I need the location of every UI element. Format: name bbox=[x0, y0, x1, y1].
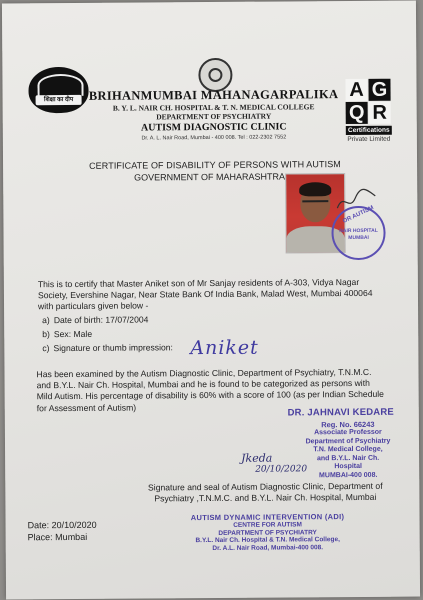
certificate-title: CERTIFICATE OF DISABILITY OF PERSONS WITH AUTISM bbox=[89, 159, 341, 171]
item-text: Date of birth: 17/07/2004 bbox=[53, 314, 149, 326]
round-stamp-line: NAIR HOSPITAL bbox=[339, 227, 378, 235]
item-text: Signature or thumb impression: bbox=[53, 342, 173, 354]
doctor-line: Associate Professor bbox=[314, 428, 382, 437]
round-stamp bbox=[331, 206, 385, 260]
government-title: GOVERNMENT OF MAHARASHTRA bbox=[134, 171, 286, 183]
logo-subcaption: Private Limited bbox=[347, 135, 391, 144]
list-item bbox=[42, 326, 173, 341]
round-stamp-line: MUMBAI bbox=[348, 234, 369, 242]
date-place bbox=[28, 519, 97, 543]
logo-letter: A bbox=[345, 79, 367, 101]
signature-scrawl: Jkeda bbox=[241, 451, 273, 465]
doctor-signature bbox=[241, 451, 307, 474]
list-item bbox=[42, 312, 173, 327]
examination-statement: Has been examined by the Autism Diagnostic Clinic, Department of Psychiatry, T.N.M.C. and B.Y.L. Nair Ch. Hospital, Mumbai and he is found to be categorized as persons with Mild Autism. His percentage of disability is 60% with a score of 100 (as per Indian Schedule for Assessment of Autism) bbox=[36, 366, 384, 413]
corporation-logo bbox=[28, 67, 88, 113]
hospital-name: B. Y. L. NAIR CH. HOSPITAL & T. N. MEDICAL COLLEGE bbox=[112, 102, 315, 113]
doctor-line: Department of Psychiatry bbox=[305, 437, 391, 445]
item-marker: a) bbox=[42, 315, 50, 326]
stamp-line: DEPARTMENT OF PSYCHIATRY bbox=[218, 528, 317, 537]
doctor-line: T.N. Medical College, bbox=[313, 445, 383, 454]
logo-letter: R bbox=[369, 102, 391, 124]
item-text: Sex: Male bbox=[53, 328, 93, 340]
issue-place: Place: Mumbai bbox=[27, 531, 88, 543]
certification-logo bbox=[345, 79, 391, 143]
round-stamp-top: OR AUTISM bbox=[342, 205, 375, 225]
logo-letter: G bbox=[368, 79, 390, 101]
corporation-name: BRIHANMUMBAI MAHANAGARPALIKA bbox=[88, 87, 339, 103]
stamp-line: Dr. A.L. Nair Road, Mumbai-400 008. bbox=[212, 543, 324, 552]
issue-date: Date: 20/10/2020 bbox=[27, 519, 97, 531]
applicant-signature: Aniket bbox=[190, 336, 259, 360]
item-marker: c) bbox=[42, 343, 50, 354]
stamp-line: AUTISM DYNAMIC INTERVENTION (ADI) bbox=[190, 512, 345, 523]
clinic-name: AUTISM DIAGNOSTIC CLINIC bbox=[140, 121, 287, 134]
doctor-stamp bbox=[287, 406, 394, 481]
certification-intro: This is to certify that Master Aniket son of Mr Sanjay residents of A-303, Vidya Nagar Society, Evershine Nagar, Near State Bank Of India Bank, Malad West, Mumbai 400064 with particulars given below - bbox=[37, 276, 373, 312]
logo-caption: Certifications bbox=[346, 126, 392, 135]
doctor-reg: Reg. No. 66243 bbox=[321, 419, 375, 430]
item-marker: b) bbox=[42, 329, 50, 340]
clinic-stamp bbox=[187, 512, 347, 552]
certificate-page bbox=[2, 1, 420, 600]
stamp-line: B.Y.L. Nair Ch. Hospital & T.N. Medical College, bbox=[195, 536, 340, 545]
particulars-list bbox=[42, 312, 173, 355]
doctor-line: and B.Y.L. Nair Ch. Hospital bbox=[316, 454, 380, 471]
logo-letter: Q bbox=[346, 102, 368, 124]
department-name: DEPARTMENT OF PSYCHIATRY bbox=[156, 111, 272, 122]
doctor-name: DR. JAHNAVI KEDARE bbox=[287, 406, 394, 419]
seal-caption: Signature and seal of Autism Diagnostic Clinic, Department of Psychiatry ,T.N.M.C. and B.Y.L. Nair Ch. Hospital, Mumbai bbox=[147, 480, 383, 504]
stamp-line: CENTRE FOR AUTISM bbox=[233, 521, 302, 529]
list-item bbox=[42, 340, 173, 355]
clinic-address: Dr. A. L. Nair Road, Mumbai - 400 008. Tel : 022-2302 7552 bbox=[141, 134, 287, 142]
doctor-line: MUMBAI-400 008. bbox=[319, 471, 378, 479]
signature-date: 20/10/2020 bbox=[255, 464, 308, 475]
logo-motto: शिक्षा का दीप bbox=[44, 96, 74, 104]
